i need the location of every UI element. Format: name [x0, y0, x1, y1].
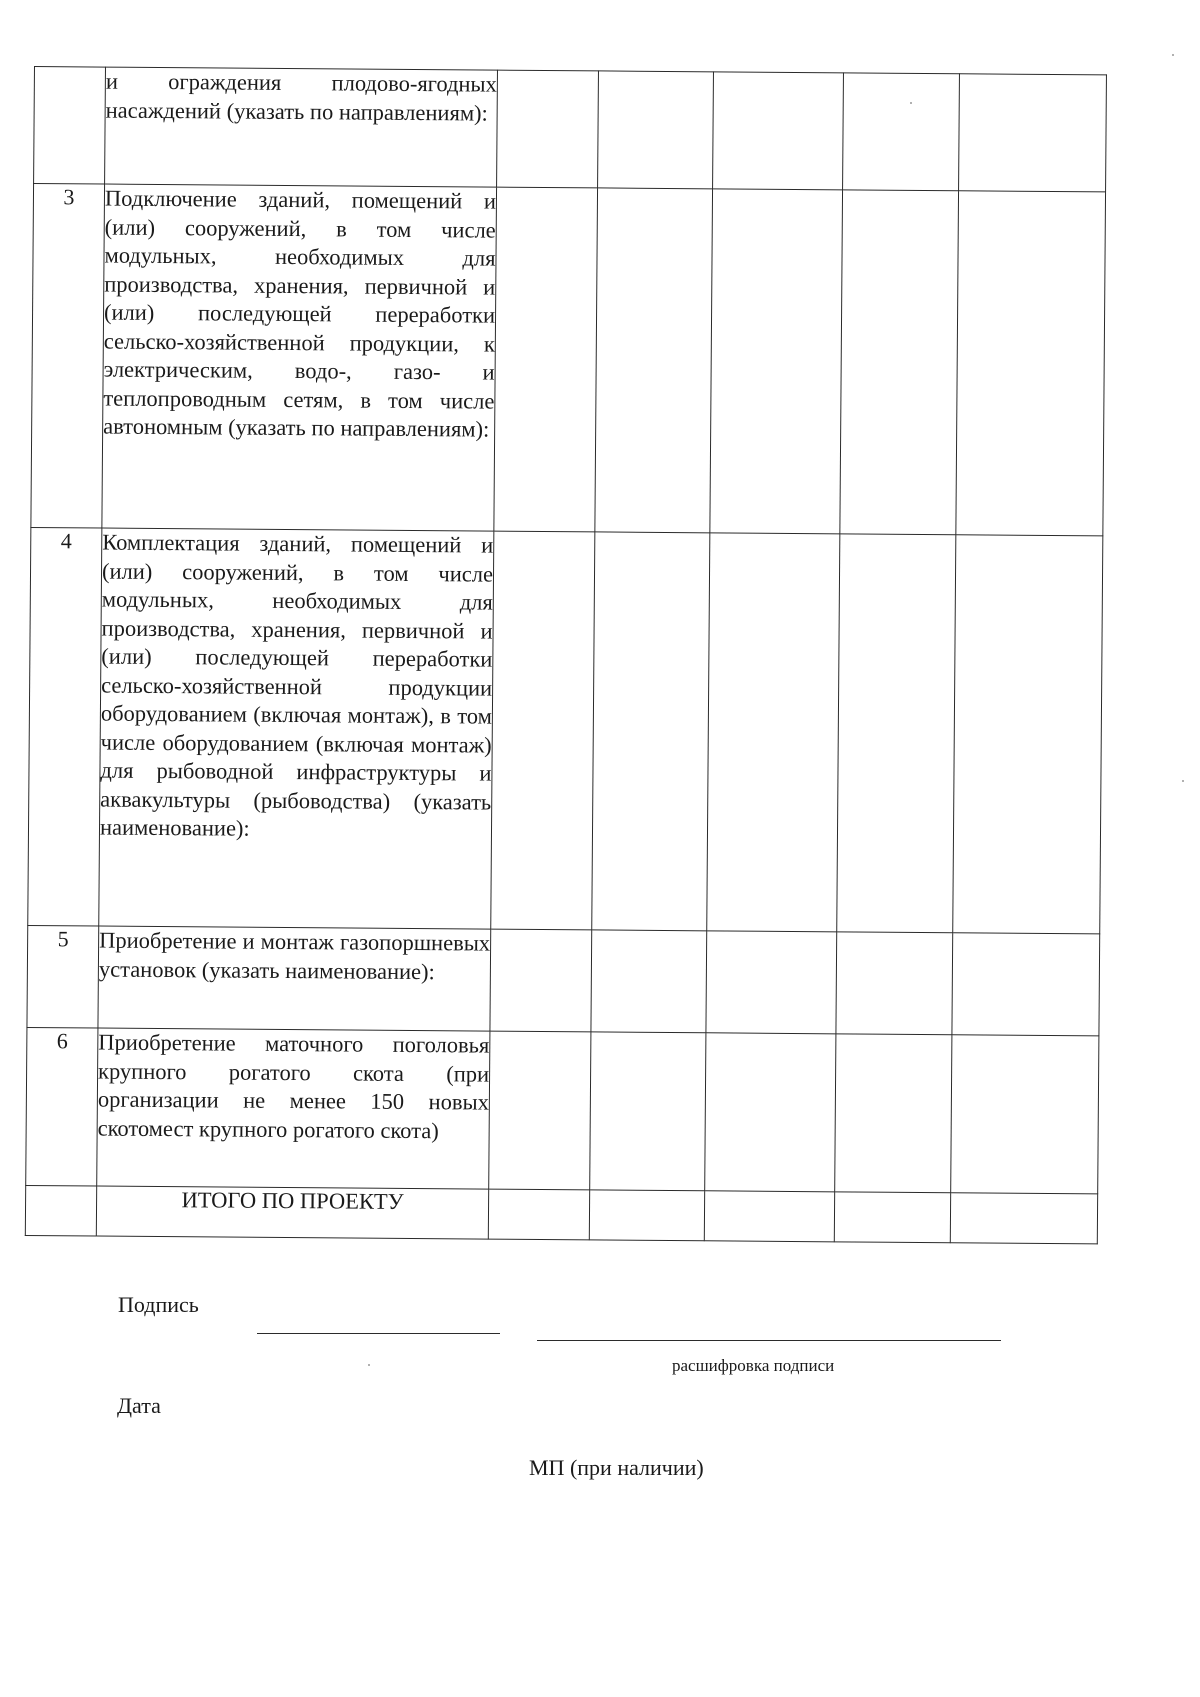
- total-number-cell: [25, 1185, 96, 1236]
- value-cell[interactable]: [959, 74, 1107, 192]
- value-cell[interactable]: [595, 188, 713, 533]
- stamp-label: МП (при наличии): [529, 1455, 704, 1480]
- table-row: [31, 184, 1106, 536]
- value-cell[interactable]: [592, 532, 710, 931]
- total-row: [25, 1185, 1097, 1243]
- value-cell[interactable]: [843, 73, 960, 191]
- scan-speck: [1172, 54, 1174, 56]
- row-number: 3: [31, 184, 105, 529]
- row-number: 6: [26, 1027, 98, 1186]
- value-cell[interactable]: [835, 1034, 952, 1193]
- row-description: и ограждения плодово-ягодных насаждений (указать по направлениям):: [105, 67, 498, 187]
- value-cell[interactable]: [836, 932, 953, 1035]
- table-row: [26, 1027, 1099, 1193]
- value-cell[interactable]: [953, 535, 1103, 934]
- value-cell[interactable]: [713, 72, 844, 190]
- total-value-cell[interactable]: [950, 1193, 1097, 1244]
- value-cell[interactable]: [837, 534, 956, 933]
- scan-speck: [368, 1364, 370, 1366]
- value-cell[interactable]: [494, 187, 598, 532]
- total-value-cell[interactable]: [488, 1189, 589, 1240]
- table-row: [34, 67, 1107, 192]
- value-cell[interactable]: [710, 189, 843, 534]
- value-cell[interactable]: [705, 1033, 836, 1192]
- value-cell[interactable]: [490, 929, 592, 1032]
- value-cell[interactable]: [590, 1032, 706, 1191]
- row-number: 5: [27, 925, 99, 1028]
- row-number: [34, 67, 106, 185]
- scan-speck: [910, 102, 912, 104]
- value-cell[interactable]: [951, 1035, 1099, 1194]
- cost-table: [25, 66, 1107, 1244]
- signature-label: Подпись: [118, 1292, 199, 1317]
- signature-decode-caption: расшифровка подписи: [672, 1356, 835, 1375]
- value-cell[interactable]: [491, 531, 595, 930]
- value-cell[interactable]: [707, 533, 840, 932]
- value-cell[interactable]: [598, 71, 714, 189]
- scan-speck: [1182, 780, 1184, 782]
- value-cell[interactable]: [489, 1031, 591, 1190]
- table-row: [27, 925, 1100, 1035]
- row-description: Подключение зданий, помещений и (или) сооружений, в том числе модульных, необходимых для производства, хранения, первичной и (или) последующей переработки сельско-хозяйственной продукции, к электрическим, водо-, газо- и теплопроводным сетям, в том числе автономным (указать по направлениям):: [102, 184, 497, 531]
- row-number: 4: [28, 527, 102, 926]
- date-label: Дата: [117, 1393, 161, 1418]
- total-label: ИТОГО ПО ПРОЕКТУ: [96, 1186, 488, 1239]
- value-cell[interactable]: [591, 930, 707, 1033]
- value-cell[interactable]: [956, 191, 1106, 536]
- total-value-cell[interactable]: [704, 1191, 834, 1242]
- row-description: Комплектация зданий, помещений и (или) сооружений, в том числе модульных, необходимых для производства, хранения, первичной и (или) последующей переработки сельско-хозяйственной продукции оборудованием (включая монтаж), в том числе оборудованием (включая монтаж) для рыбоводной инфраструктуры и аквакультуры (рыбоводства) (указать наименование):: [99, 528, 494, 929]
- signature-decode-line[interactable]: [537, 1340, 1001, 1341]
- row-description: Приобретение маточного поголовья крупного рогатого скота (при организации не менее 150 новых скотомест крупного рогатого скота): [97, 1028, 490, 1189]
- total-value-cell[interactable]: [589, 1190, 704, 1241]
- signature-line[interactable]: [257, 1333, 500, 1334]
- value-cell[interactable]: [952, 933, 1100, 1036]
- table-row: [28, 527, 1103, 933]
- total-value-cell[interactable]: [834, 1192, 950, 1243]
- value-cell[interactable]: [706, 931, 837, 1034]
- value-cell[interactable]: [497, 70, 599, 188]
- row-description: Приобретение и монтаж газопоршневых установок (указать наименование):: [98, 926, 491, 1031]
- value-cell[interactable]: [840, 190, 959, 535]
